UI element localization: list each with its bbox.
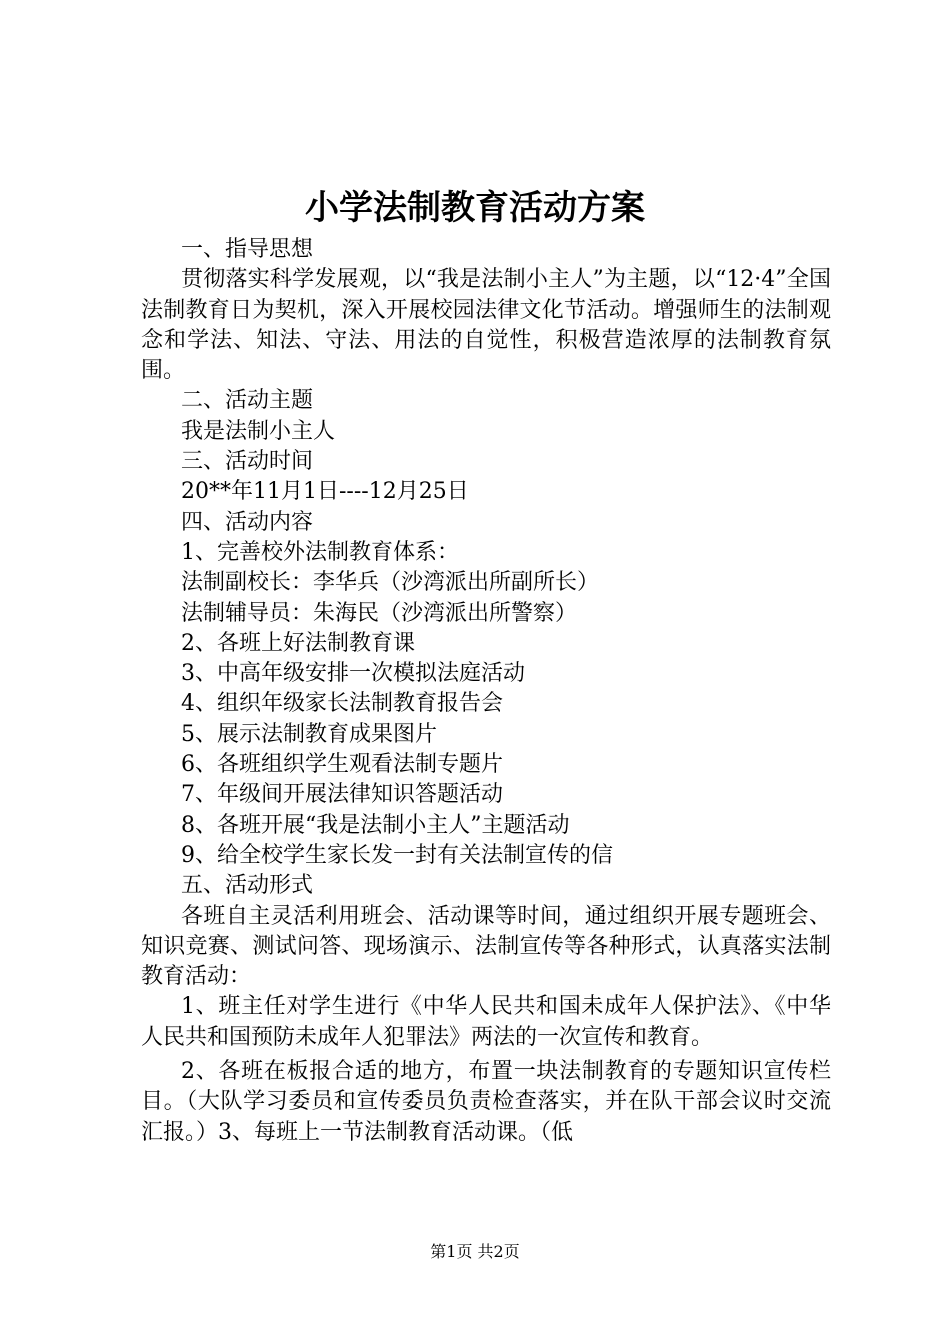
list-item: 8、各班开展“我是法制小主人”主题活动	[181, 812, 570, 838]
document-title: 小学法制教育活动方案	[305, 188, 645, 228]
paragraph-blackboard: 2、各班在板报合适的地方，布置一块法制教育的专题知识宣传栏目。（大队学习委员和宣传委员负责检查落实，并在队干部会议时交流汇报。）3、每班上一节法制教育活动课。（低	[141, 1059, 831, 1145]
list-item: 法制辅导员：朱海民（沙湾派出所警察）	[181, 600, 578, 626]
section-heading-activity-form: 五、活动形式	[181, 873, 314, 899]
paragraph-activity-form: 各班自主灵活利用班会、活动课等时间，通过组织开展专题班会、知识竞赛、测试问答、现场演示、法制宣传等各种形式，认真落实法制教育活动：	[141, 903, 831, 990]
section-heading-activity-content: 四、活动内容	[181, 509, 314, 535]
list-item: 7、年级间开展法律知识答题活动	[181, 782, 503, 808]
activity-time-text: 20**年11月1日----12月25日	[181, 479, 469, 505]
activity-theme-text: 我是法制小主人	[181, 418, 336, 444]
list-item: 4、组织年级家长法制教育报告会	[181, 691, 503, 717]
document-body	[141, 235, 831, 1148]
list-item: 1、完善校外法制教育体系：	[181, 539, 459, 565]
page-number-footer: 第1页 共2页	[430, 1242, 520, 1261]
list-item: 6、各班组织学生观看法制专题片	[181, 752, 503, 778]
list-item: 2、各班上好法制教育课	[181, 630, 415, 656]
paragraph-guiding-ideology: 贯彻落实科学发展观，以“我是法制小主人”为主题，以“12·4”全国法制教育日为契机，深入开展校园法律文化节活动。增强师生的法制观念和学法、知法、守法、用法的自觉性，积极营造浓厚的法制教育氛围。	[141, 267, 831, 384]
list-item: 9、给全校学生家长发一封有关法制宣传的信	[181, 842, 613, 868]
list-item: 5、展示法制教育成果图片	[181, 721, 437, 747]
section-heading-activity-time: 三、活动时间	[181, 449, 314, 475]
paragraph-two-laws: 1、班主任对学生进行《中华人民共和国未成年人保护法》、《中华人民共和国预防未成年人犯罪法》两法的一次宣传和教育。	[141, 994, 831, 1050]
list-item: 法制副校长：李华兵（沙湾派出所副所长）	[181, 570, 600, 596]
section-heading-guiding-ideology: 一、指导思想	[181, 237, 314, 262]
list-item: 3、中高年级安排一次模拟法庭活动	[181, 661, 525, 687]
section-heading-activity-theme: 二、活动主题	[181, 388, 314, 414]
